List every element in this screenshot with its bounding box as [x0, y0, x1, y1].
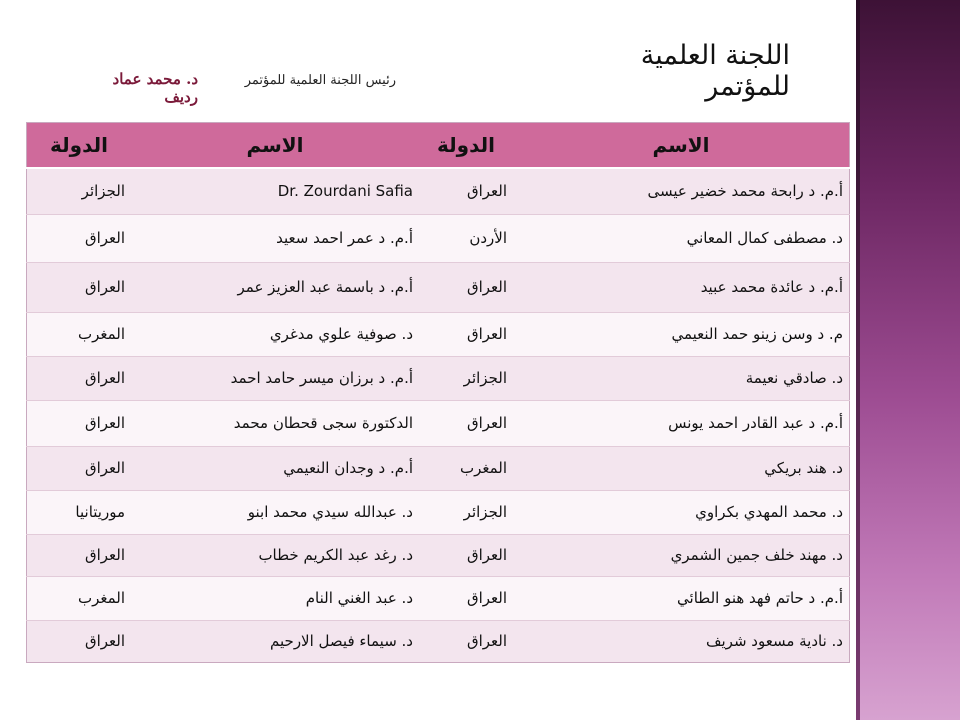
member-name: د. صوفية علوي مدغري	[131, 312, 419, 356]
member-country: المغرب	[419, 446, 513, 490]
member-name: م. د وسن زينو حمد النعيمي	[513, 312, 850, 356]
member-country: العراق	[27, 214, 132, 262]
table-row	[27, 534, 850, 576]
member-country: المغرب	[27, 312, 132, 356]
member-name: أ.م. د باسمة عبد العزيز عمر	[131, 262, 419, 312]
member-name: أ.م. د برزان ميسر حامد احمد	[131, 356, 419, 400]
table-row	[27, 400, 850, 446]
member-name: د. رغد عبد الكريم خطاب	[131, 534, 419, 576]
member-name: أ.م. د رابحة محمد خضير عيسى	[513, 168, 850, 214]
member-country: العراق	[27, 534, 132, 576]
table-row	[27, 490, 850, 534]
page-title: اللجنة العلمية للمؤتمر	[640, 40, 790, 102]
member-country: العراق	[419, 168, 513, 214]
member-name: أ.م. د حاتم فهد هنو الطائي	[513, 576, 850, 620]
member-name: Dr. Zourdani Safia	[131, 168, 419, 214]
member-name: د. نادية مسعود شريف	[513, 620, 850, 662]
member-country: العراق	[27, 400, 132, 446]
member-name: أ.م. د عبد القادر احمد يونس	[513, 400, 850, 446]
member-country: الجزائر	[419, 356, 513, 400]
table-row	[27, 168, 850, 214]
decorative-side-bar	[856, 0, 960, 720]
table-row	[27, 576, 850, 620]
member-country: الجزائر	[27, 168, 132, 214]
header-country-2: الدولة	[27, 123, 132, 169]
member-country: الأردن	[419, 214, 513, 262]
member-name: أ.م. د وجدان النعيمي	[131, 446, 419, 490]
header-country-1: الدولة	[419, 123, 513, 169]
member-country: العراق	[27, 356, 132, 400]
member-country: العراق	[27, 620, 132, 662]
member-country: الجزائر	[419, 490, 513, 534]
member-country: موريتانيا	[27, 490, 132, 534]
table-header-row	[27, 123, 850, 169]
member-name: د. عبدالله سيدي محمد ابنو	[131, 490, 419, 534]
member-name: د. محمد المهدي بكراوي	[513, 490, 850, 534]
member-country: العراق	[419, 576, 513, 620]
member-name: د. مهند خلف جمين الشمري	[513, 534, 850, 576]
member-country: المغرب	[27, 576, 132, 620]
member-name: د. صادقي نعيمة	[513, 356, 850, 400]
member-country: العراق	[419, 534, 513, 576]
table-row	[27, 446, 850, 490]
chair-label: رئيس اللجنة العلمية للمؤتمر	[244, 73, 396, 88]
member-name: أ.م. د عمر احمد سعيد	[131, 214, 419, 262]
member-name: د. عبد الغني النام	[131, 576, 419, 620]
chair-name: د. محمد عماد رديف	[112, 70, 198, 106]
member-country: العراق	[419, 262, 513, 312]
member-name: الدكتورة سجى قحطان محمد	[131, 400, 419, 446]
committee-table	[26, 122, 850, 663]
member-name: أ.م. د عائدة محمد عبيد	[513, 262, 850, 312]
header-name-1: الاسم	[513, 123, 850, 169]
member-country: العراق	[419, 620, 513, 662]
member-country: العراق	[27, 446, 132, 490]
member-country: العراق	[419, 312, 513, 356]
table-row	[27, 262, 850, 312]
table-row	[27, 356, 850, 400]
table-row	[27, 620, 850, 662]
member-country: العراق	[27, 262, 132, 312]
table-row	[27, 214, 850, 262]
table-row	[27, 312, 850, 356]
member-country: العراق	[419, 400, 513, 446]
member-name: د. سيماء فيصل الارحيم	[131, 620, 419, 662]
member-name: د. مصطفى كمال المعاني	[513, 214, 850, 262]
member-name: د. هند بريكي	[513, 446, 850, 490]
side-bar-edge	[856, 0, 860, 720]
header-name-2: الاسم	[131, 123, 419, 169]
